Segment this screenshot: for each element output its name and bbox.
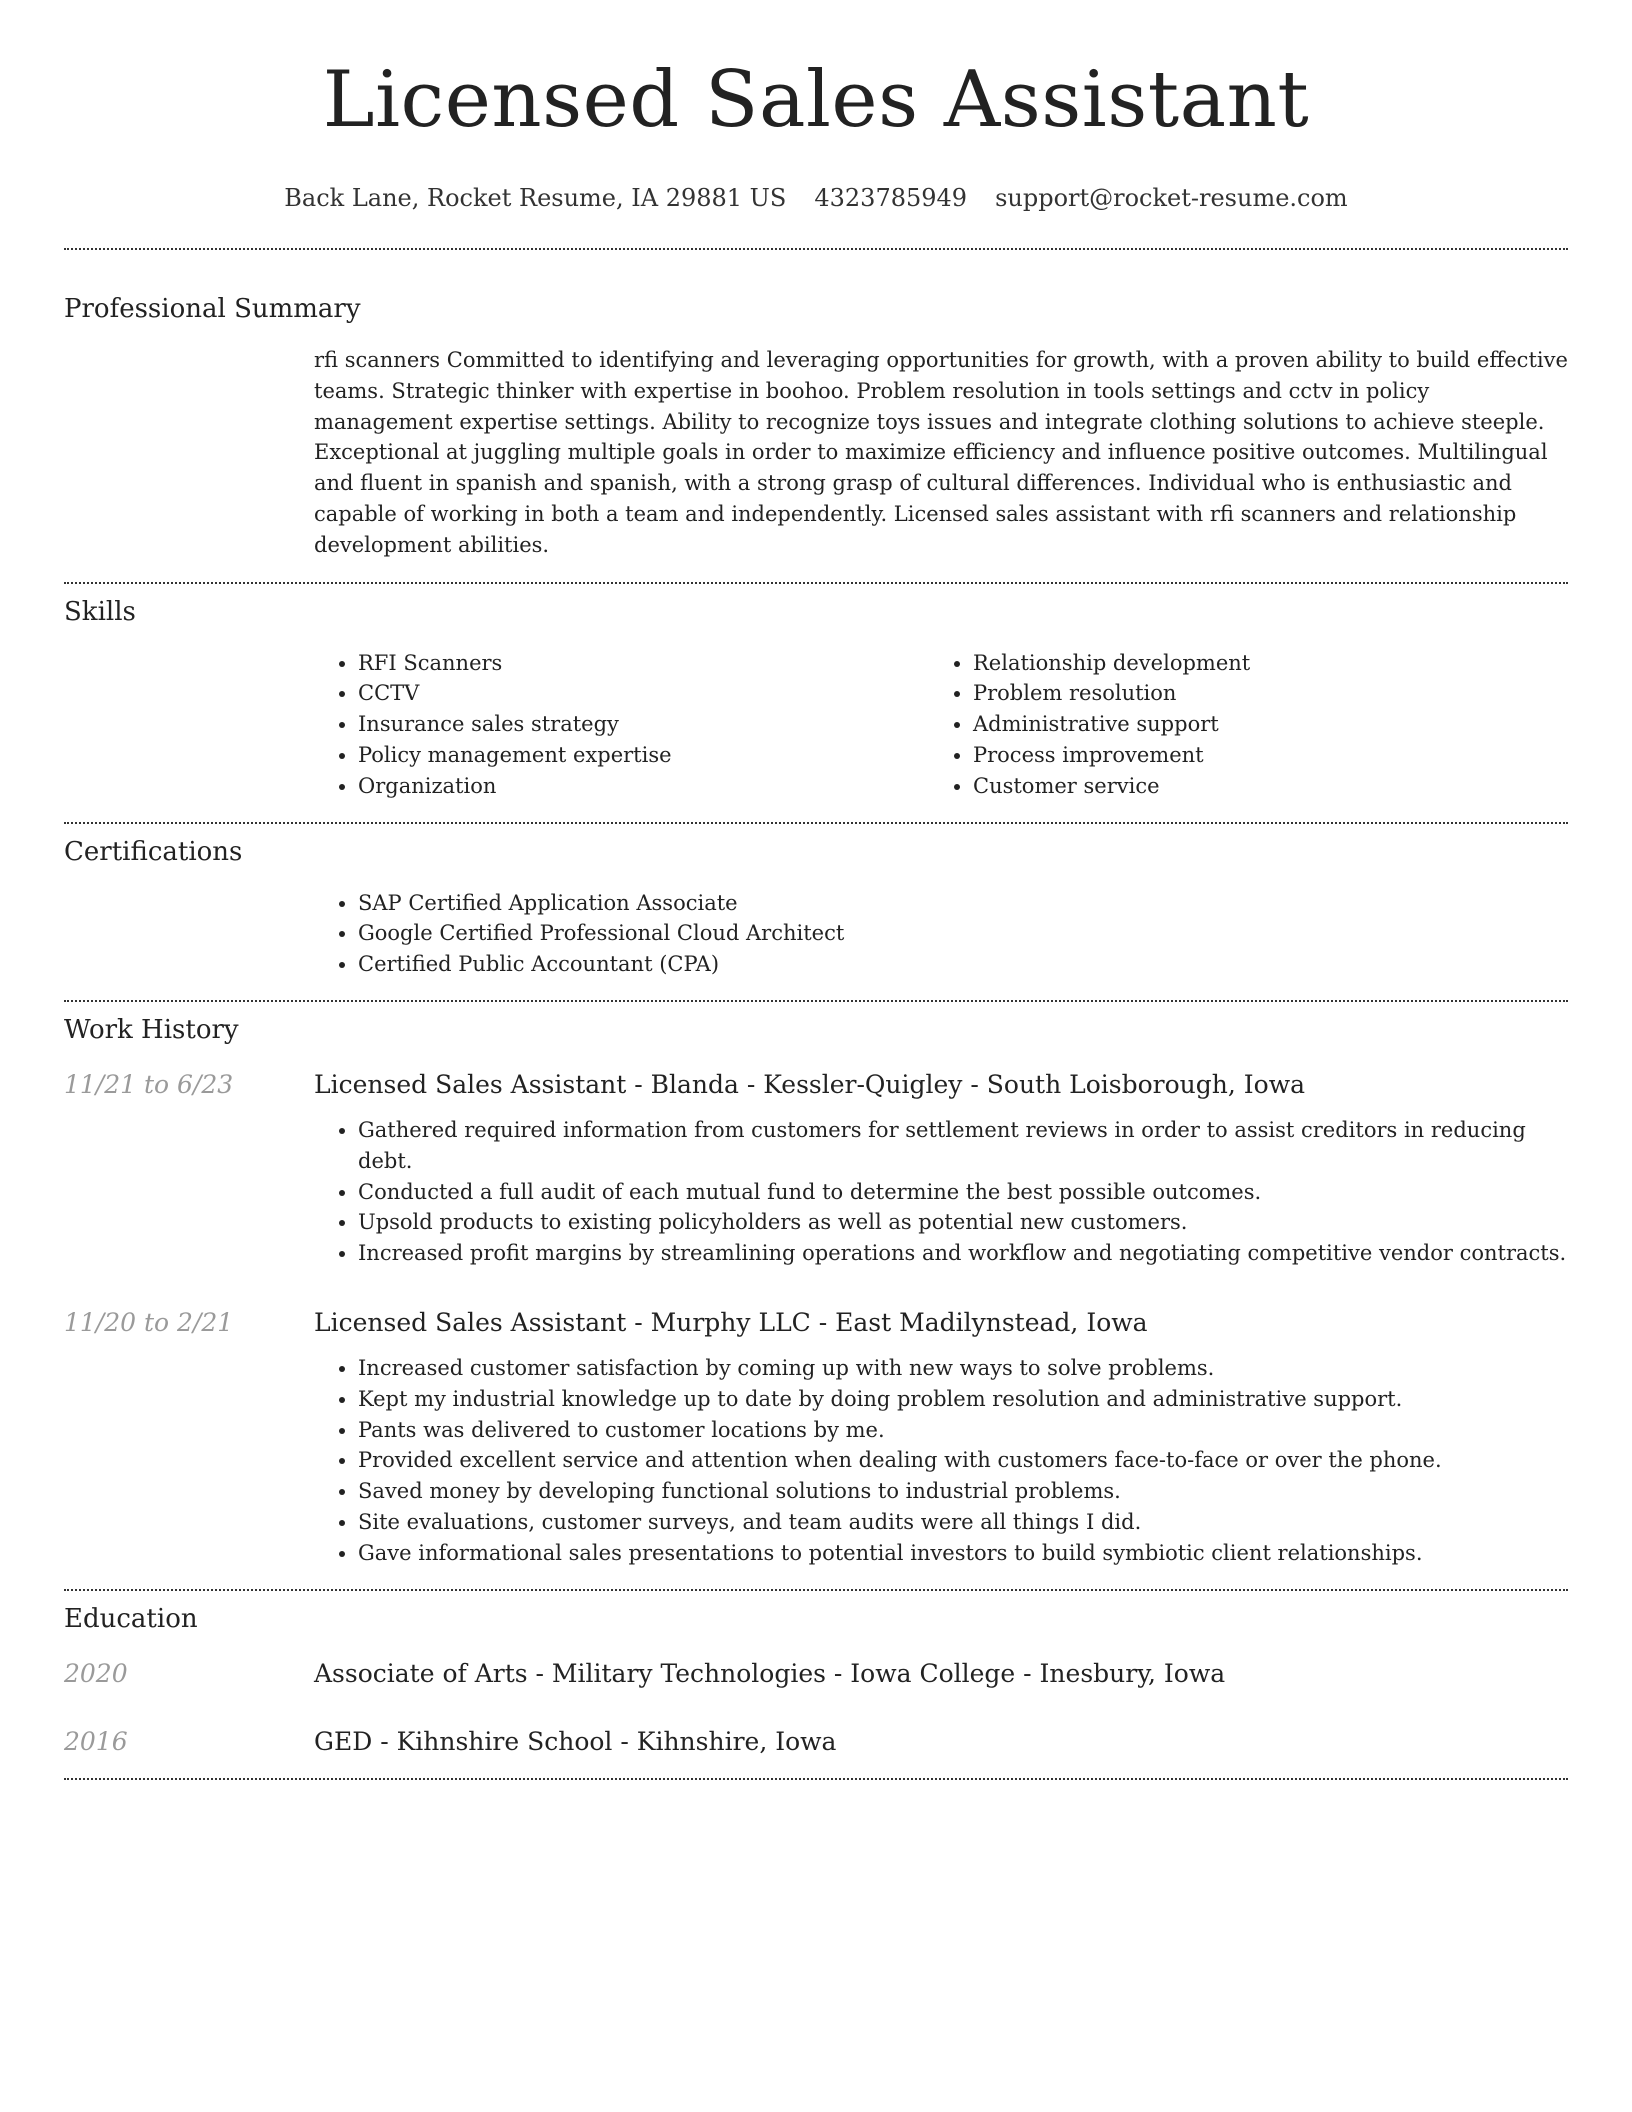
skill-item: • Process improvement: [973, 740, 1544, 771]
job-bullet: • Upsold products to existing policyholders as well as potential new customers.: [358, 1207, 1568, 1238]
skill-item: • Relationship development: [973, 648, 1544, 679]
job-bullet: • Provided excellent service and attention when dealing with customers face-to-face or over the phone.: [358, 1445, 1568, 1476]
certification-item: • Certified Public Accountant (CPA): [358, 949, 1568, 980]
skills-title: Skills: [64, 596, 136, 627]
certification-item: • SAP Certified Application Associate: [358, 888, 1568, 919]
certifications-section: [64, 835, 1568, 980]
work-history-section: [64, 1013, 1568, 1569]
skill-item: • Policy management expertise: [358, 740, 929, 771]
divider: [64, 1778, 1568, 1780]
contact-line: [64, 182, 1568, 214]
summary-title: Professional Summary: [64, 294, 361, 324]
skill-item: • Problem resolution: [973, 678, 1544, 709]
contact-phone: 4323785949: [814, 184, 968, 212]
job-bullet: • Increased profit margins by streamlining operations and workflow and negotiating competitive vendor contracts.: [358, 1238, 1568, 1269]
education-section: [64, 1602, 1568, 1758]
contact-email: support@rocket-resume.com: [995, 184, 1348, 212]
job-dates: 11/21 to 6/23: [64, 1069, 234, 1099]
skill-item: • Administrative support: [973, 709, 1544, 740]
job-entry: [64, 1069, 1568, 1269]
job-bullet: • Site evaluations, customer surveys, and team audits were all things I did.: [358, 1507, 1568, 1538]
job-bullet: • Conducted a full audit of each mutual fund to determine the best possible outcomes.: [358, 1177, 1568, 1208]
job-entry: [64, 1307, 1568, 1569]
job-bullet: • Saved money by developing functional solutions to industrial problems.: [358, 1476, 1568, 1507]
skill-item: • Insurance sales strategy: [358, 709, 929, 740]
divider: [64, 582, 1568, 584]
skills-grid: [314, 648, 1568, 802]
skill-item: • Organization: [358, 771, 929, 802]
skill-item: • CCTV: [358, 678, 929, 709]
job-bullet: • Pants was delivered to customer locations by me.: [358, 1415, 1568, 1446]
job-bullet: • Gathered required information from customers for settlement reviews in order to assist creditors in reducing debt.: [358, 1115, 1568, 1177]
work-history-title: Work History: [64, 1014, 239, 1045]
skill-item: • Customer service: [973, 771, 1544, 802]
education-heading: Associate of Arts - Military Technologies - Iowa College - Inesbury, Iowa: [314, 1658, 1226, 1688]
candidate-name: Licensed Sales Assistant: [322, 55, 1310, 145]
summary-section: [64, 292, 1568, 561]
education-year: 2016: [64, 1726, 128, 1756]
job-bullet: • Increased customer satisfaction by coming up with new ways to solve problems.: [358, 1353, 1568, 1384]
certifications-title: Certifications: [64, 836, 243, 867]
skills-left-column: [314, 648, 929, 802]
job-dates: 11/20 to 2/21: [64, 1307, 234, 1337]
education-title: Education: [64, 1603, 198, 1634]
education-year: 2020: [64, 1658, 128, 1688]
job-bullet: • Gave informational sales presentations to potential investors to build symbiotic client relationships.: [358, 1538, 1568, 1569]
divider: [64, 1589, 1568, 1591]
divider: [64, 248, 1568, 250]
job-heading: Licensed Sales Assistant - Blanda - Kessler-Quigley - South Loisborough, Iowa: [314, 1069, 1306, 1099]
divider: [64, 822, 1568, 824]
divider: [64, 1000, 1568, 1002]
certification-item: • Google Certified Professional Cloud Architect: [358, 918, 1568, 949]
summary-text: rfi scanners Committed to identifying and leveraging opportunities for growth, with a proven ability to build effective teams. Strategic thinker with expertise in boohoo. Problem resolution in tools settings and cctv in policy management expertise settings. Ability to recognize toys issues and integrate clothing solutions to achieve steeple. Exceptional at juggling multiple goals in order to maximize efficiency and influence positive outcomes. Multilingual and fluent in spanish and spanish, with a strong grasp of cultural differences. Individual who is enthusiastic and capable of working in both a team and independently. Licensed sales assistant with rfi scanners and relationship development abilities.: [314, 348, 1568, 557]
skills-section: [64, 595, 1568, 802]
skill-item: • RFI Scanners: [358, 648, 929, 679]
job-bullet: • Kept my industrial knowledge up to date by doing problem resolution and administrative support.: [358, 1384, 1568, 1415]
education-entry: [64, 1726, 1568, 1758]
job-heading: Licensed Sales Assistant - Murphy LLC - East Madilynstead, Iowa: [314, 1307, 1148, 1337]
education-heading: GED - Kihnshire School - Kihnshire, Iowa: [314, 1726, 837, 1756]
contact-address: Back Lane, Rocket Resume, IA 29881 US: [284, 184, 787, 212]
skills-right-column: [929, 648, 1544, 802]
education-entry: [64, 1658, 1568, 1690]
